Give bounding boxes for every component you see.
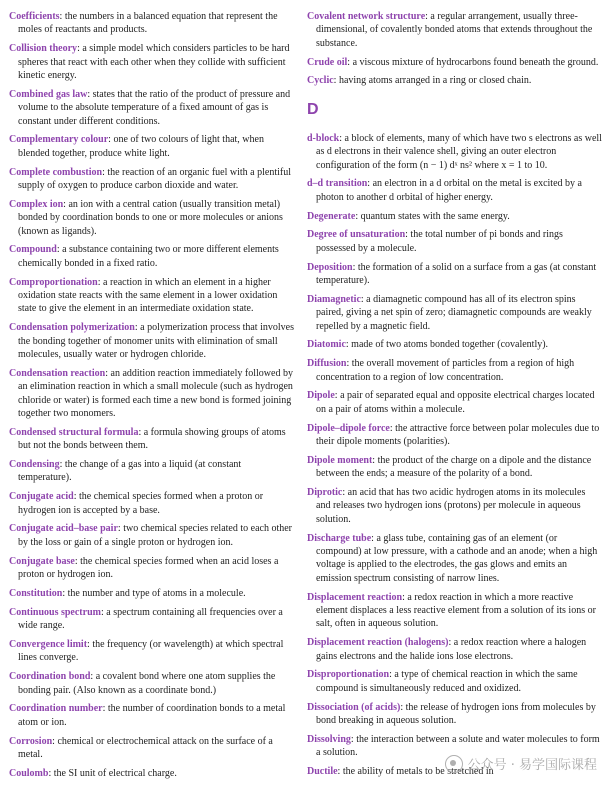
glossary-entry: Continuous spectrum: a spectrum containing all frequencies over a wide range. <box>9 606 283 632</box>
glossary-definition: the interaction between a solute and water molecules to form a solution. <box>316 733 600 759</box>
glossary-term: Complementary colour <box>9 134 109 146</box>
glossary-c-continued <box>307 10 602 88</box>
glossary-definition: the number and type of atoms in a molecule. <box>67 587 246 599</box>
glossary-entry: Diffusion: the overall movement of particles from a region of high concentration to a region of low concentration. <box>307 358 575 383</box>
glossary-term: Degenerate <box>307 210 356 222</box>
glossary-definition: made of two atoms bonded together (covalently). <box>351 339 549 351</box>
glossary-definition: a type of chemical reaction in which the same compound is simultaneously reduced and oxidized. <box>316 669 578 694</box>
glossary-entry: Complete combustion: the reaction of an organic fuel with a plentiful supply of oxygen to produce carbon dioxide and water. <box>9 166 291 192</box>
glossary-entry: Deposition: the formation of a solid on a surface from a gas (at constant temperature). <box>307 261 597 287</box>
glossary-term: Condensation polymerization <box>9 322 135 334</box>
glossary-definition: an electron in a d orbital on the metal is excited by a photon to another d orbital of higher energy. <box>316 178 582 203</box>
glossary-definition: the chemical species formed when an acid loses a proton or hydrogen ion. <box>18 555 279 581</box>
glossary-term: Crude oil <box>307 56 348 68</box>
glossary-definition: two chemical species related to each other by the loss or gain of a single proton or hydrogen ion. <box>18 523 292 548</box>
glossary-definition: the ability of metals to be stretched in <box>342 766 494 778</box>
glossary-entry: Complex ion: an ion with a central cation (usually transition metal) bonded by coordination bonds to one or more molecules or anions (known as ligands). <box>9 198 283 237</box>
glossary-term: Conjugate acid <box>9 491 74 503</box>
glossary-term: Complex ion <box>9 198 64 210</box>
glossary-term: Condensing <box>9 459 60 471</box>
glossary-term: Comproportionation <box>9 276 98 288</box>
glossary-term: Degree of unsaturation <box>307 229 406 241</box>
glossary-definition: a covalent bond where one atom supplies the bonding pair. (Also known as a coordinate bond.) <box>18 671 276 696</box>
glossary-term: Conjugate base <box>9 555 75 567</box>
glossary-entry: Displacement reaction: a redox reaction in which a more reactive element displaces a less reactive element from a solution of its ions or salt, often in aqueous solution. <box>307 591 596 630</box>
glossary-entry: Covalent network structure: a regular arrangement, usually three-dimensional, of covalently bonded atoms that extends throughout the substance. <box>307 11 593 49</box>
glossary-term: Covalent network structure <box>307 11 426 22</box>
glossary-term: Combined gas law <box>9 88 88 100</box>
glossary-term: Coordination number <box>9 703 103 715</box>
glossary-entry: Dissolving: the interaction between a solute and water molecules to form a solution. <box>307 733 600 759</box>
glossary-entry: Coefficients: the numbers in a balanced equation that represent the moles of reactants and products. <box>9 11 278 36</box>
glossary-term: d–d transition <box>307 178 368 190</box>
glossary-term: Condensation reaction <box>9 367 106 379</box>
glossary-term: d-block <box>307 132 340 144</box>
glossary-term: Diatomic <box>307 339 346 351</box>
glossary-term: Disproportionation <box>307 669 390 681</box>
glossary-d-section <box>307 132 602 779</box>
glossary-entry: d-block: a block of elements, many of which have two s electrons as well as d electrons in their valence shell, giving an outer electron configuration of the form (n − 1) dˣ ns² where x = 1 to 10. <box>307 132 602 171</box>
glossary-entry: Crude oil: a viscous mixture of hydrocarbons found beneath the ground. <box>307 56 599 68</box>
glossary-entry: d–d transition: an electron in a d orbital on the metal is excited by a photon to another d orbital of higher energy. <box>307 178 582 203</box>
glossary-entry: Combined gas law: states that the ratio of the product of pressure and volume to the absolute temperature of a fixed amount of gas is constant under different conditions. <box>9 88 291 127</box>
glossary-definition: a substance containing two or more different elements chemically bonded in a fixed ratio. <box>18 244 279 269</box>
glossary-definition: a redox reaction where a halogen gains electrons and the halide ions lose electrons. <box>316 637 587 662</box>
glossary-definition: one of two colours of light that, when blended together, produce white light. <box>18 134 264 159</box>
glossary-definition: a reaction in which an element in a higher oxidation state reacts with the same element in a lower oxidation state to give the element in an intermediate oxidation state. <box>18 276 278 315</box>
glossary-definition: the release of hydrogen ions from molecules by bond breaking in aqueous solution. <box>316 701 596 727</box>
glossary-entry: Diamagnetic: a diamagnetic compound has all of its electron spins paired, giving a net spin of zero; diamagnetic compounds are weakly repelled by a magnetic field. <box>307 293 592 332</box>
glossary-definition: an addition reaction immediately followed by an elimination reaction in which a small molecule (such as hydrogen chloride or water) is formed each time a new bond is formed joining together two monomers. <box>18 367 293 420</box>
glossary-definition: a simple model which considers particles to be hard spheres that react with each other when they collide with sufficient kinetic energy. <box>18 43 290 82</box>
glossary-entry: Diatomic: made of two atoms bonded together (covalently). <box>307 339 549 351</box>
glossary-entry: Discharge tube: a glass tube, containing gas of an element (or compound) at low pressure, with a cathode and an anode; when a high voltage is applied to the electrodes, the gas glows and emits an emission spectrum consisting of narrow lines. <box>307 532 598 584</box>
glossary-definition: the frequency (or wavelength) at which spectral lines converge. <box>18 638 284 664</box>
glossary-definition: the number of coordination bonds to a metal atom or ion. <box>18 703 286 728</box>
glossary-entry: Dipole–dipole force: the attractive force between polar molecules due to their dipole moments (polarities). <box>307 422 600 448</box>
glossary-term: Corrosion <box>9 735 53 747</box>
glossary-entry: Dipole moment: the product of the charge on a dipole and the distance between the ends; a measure of the polarity of a bond. <box>307 454 592 480</box>
glossary-term: Constitution <box>9 587 63 599</box>
glossary-term: Coefficients <box>9 11 60 22</box>
glossary-term: Displacement reaction <box>307 591 403 603</box>
glossary-definition: a regular arrangement, usually three-dimensional, of covalently bonded atoms that extends throughout the substance. <box>316 11 593 49</box>
glossary-term: Discharge tube <box>307 532 372 544</box>
glossary-definition: a spectrum containing all frequencies over a wide range. <box>18 606 283 632</box>
glossary-definition: a polymerization process that involves the bonding together of monomer units with elimination of small molecules, usually water or hydrogen chloride. <box>18 322 294 361</box>
glossary-entry: Coordination bond: a covalent bond where one atom supplies the bonding pair. (Also known as a coordinate bond.) <box>9 671 276 696</box>
glossary-term: Complete combustion <box>9 166 103 178</box>
glossary-term: Displacement reaction (halogens) <box>307 637 449 649</box>
glossary-entry: Convergence limit: the frequency (or wavelength) at which spectral lines converge. <box>9 638 284 664</box>
glossary-entry: Condensation reaction: an addition reaction immediately followed by an elimination reaction in which a small molecule (such as hydrogen chloride or water) is formed each time a new bond is formed joining together two monomers. <box>9 367 293 420</box>
glossary-term: Collision theory <box>9 43 78 55</box>
glossary-definition: a redox reaction in which a more reactive element displaces a less reactive element from a solution of its ions or salt, often in aqueous solution. <box>316 591 596 630</box>
glossary-term: Convergence limit <box>9 638 88 650</box>
glossary-entry: Cyclic: having atoms arranged in a ring or closed chain. <box>307 75 532 87</box>
glossary-definition: the attractive force between polar molecules due to their dipole moments (polarities). <box>316 422 600 448</box>
glossary-definition: states that the ratio of the product of pressure and volume to the absolute temperature of a fixed amount of gas is constant under different conditions. <box>18 88 291 127</box>
glossary-term: Dipole moment <box>307 454 373 466</box>
glossary-definition: a viscous mixture of hydrocarbons found beneath the ground. <box>352 56 599 68</box>
glossary-definition: the total number of pi bonds and rings possessed by a molecule. <box>316 229 563 254</box>
glossary-term: Diprotic <box>307 487 343 499</box>
glossary-entry: Ductile: the ability of metals to be stretched in <box>307 766 494 778</box>
glossary-entry: Collision theory: a simple model which considers particles to be hard spheres that react with each other when they collide with sufficient kinetic energy. <box>9 43 290 82</box>
glossary-term: Diffusion <box>307 358 347 370</box>
glossary-definition: the SI unit of electrical charge. <box>53 767 177 779</box>
glossary-definition: having atoms arranged in a ring or closed chain. <box>338 75 532 87</box>
glossary-entry: Disproportionation: a type of chemical reaction in which the same compound is simultaneously reduced and oxidized. <box>307 669 578 694</box>
glossary-term: Coordination bond <box>9 671 91 683</box>
glossary-definition: quantum states with the same energy. <box>360 210 510 222</box>
glossary-entry: Dipole: a pair of separated equal and opposite electrical charges located on a pair of atoms within a molecule. <box>307 390 595 415</box>
glossary-term: Continuous spectrum <box>9 606 101 618</box>
glossary-definition: an ion with a central cation (usually transition metal) bonded by coordination bonds to one or more molecules or anions (known as ligands). <box>18 198 283 237</box>
section-letter-heading: D <box>307 100 319 118</box>
glossary-definition: a glass tube, containing gas of an element (or compound) at low pressure, with a cathode and an anode; when a high voltage is applied to the electrodes, the gas glows and emits an emission spectrum consisting of narrow lines. <box>316 532 598 584</box>
glossary-term: Dipole–dipole force <box>307 422 390 434</box>
watermark-text: 公众号 · 易学国际课程 <box>467 758 597 773</box>
glossary-definition: the product of the charge on a dipole and the distance between the ends; a measure of the polarity of a bond. <box>316 454 592 480</box>
glossary-entry: Conjugate acid: the chemical species formed when a proton or hydrogen ion is accepted by a base. <box>9 491 264 516</box>
watermark <box>445 754 597 773</box>
glossary-term: Coulomb <box>9 767 49 779</box>
glossary-entry: Condensing: the change of a gas into a liquid (at constant temperature). <box>9 459 242 484</box>
glossary-term: Cyclic <box>307 75 334 87</box>
glossary-definition: the overall movement of particles from a region of high concentration to a region of low concentration. <box>316 358 575 383</box>
glossary-entry: Corrosion: chemical or electrochemical attack on the surface of a metal. <box>9 735 273 760</box>
glossary-entry: Condensation polymerization: a polymerization process that involves the bonding together of monomer units with elimination of small molecules, usually water or hydrogen chloride. <box>9 322 294 361</box>
glossary-definition: the reaction of an organic fuel with a plentiful supply of oxygen to produce carbon dioxide and water. <box>18 166 291 192</box>
glossary-definition: a formula showing groups of atoms but not the bonds between them. <box>18 426 286 452</box>
glossary-left-column <box>9 10 294 786</box>
glossary-term: Condensed structural formula <box>9 426 139 438</box>
glossary-entry: Degree of unsaturation: the total number of pi bonds and rings possessed by a molecule. <box>307 229 563 254</box>
glossary-term: Conjugate acid–base pair <box>9 523 118 535</box>
glossary-right-column <box>307 10 602 784</box>
glossary-entry: Displacement reaction (halogens): a redox reaction where a halogen gains electrons and the halide ions lose electrons. <box>307 637 587 662</box>
glossary-entry: Constitution: the number and type of atoms in a molecule. <box>9 587 246 599</box>
glossary-entry: Comproportionation: a reaction in which an element in a higher oxidation state reacts with the same element in a lower oxidation state to give the element in an intermediate oxidation state. <box>9 276 278 315</box>
glossary-term: Deposition <box>307 261 353 273</box>
glossary-entry: Degenerate: quantum states with the same energy. <box>307 210 510 222</box>
glossary-term: Dissociation (of acids) <box>307 701 401 713</box>
glossary-term: Dipole <box>307 390 335 402</box>
glossary-definition: chemical or electrochemical attack on the surface of a metal. <box>18 735 273 760</box>
glossary-term: Dissolving <box>307 733 351 745</box>
glossary-term: Compound <box>9 244 57 256</box>
glossary-entry: Condensed structural formula: a formula showing groups of atoms but not the bonds between them. <box>9 426 286 452</box>
glossary-definition: a diamagnetic compound has all of its electron spins paired, giving a net spin of zero; diamagnetic compounds are weakly repelled by a magnetic field. <box>316 293 592 332</box>
wechat-logo-icon <box>445 755 463 773</box>
glossary-entry: Dissociation (of acids): the release of hydrogen ions from molecules by bond breaking in aqueous solution. <box>307 701 596 727</box>
glossary-definition: a pair of separated equal and opposite electrical charges located on a pair of atoms within a molecule. <box>316 390 595 415</box>
glossary-entry: Coulomb: the SI unit of electrical charge. <box>9 767 177 779</box>
glossary-definition: the chemical species formed when a proton or hydrogen ion is accepted by a base. <box>18 491 264 516</box>
glossary-entry: Diprotic: an acid that has two acidic hydrogen atoms in its molecules and releases two hydrogen ions (protons) per molecule in aqueous solution. <box>307 487 586 525</box>
glossary-entry: Complementary colour: one of two colours of light that, when blended together, produce white light. <box>9 134 264 159</box>
glossary-entry: Coordination number: the number of coordination bonds to a metal atom or ion. <box>9 703 286 728</box>
glossary-definition: an acid that has two acidic hydrogen atoms in its molecules and releases two hydrogen ions (protons) per molecule in aqueous solution. <box>316 487 586 525</box>
glossary-definition: the formation of a solid on a surface from a gas (at constant temperature). <box>316 261 597 287</box>
glossary-definition: a block of elements, many of which have two s electrons as well as d electrons in their valence shell, giving an outer electron configuration of the form (n − 1) dˣ ns² where x = 1 to 10. <box>316 132 602 171</box>
glossary-entry: Compound: a substance containing two or more different elements chemically bonded in a fixed ratio. <box>9 244 279 269</box>
glossary-definition: the numbers in a balanced equation that represent the moles of reactants and products. <box>18 11 278 36</box>
glossary-entry: Conjugate base: the chemical species formed when an acid loses a proton or hydrogen ion. <box>9 555 279 581</box>
glossary-definition: the change of a gas into a liquid (at constant temperature). <box>18 459 242 484</box>
glossary-entry: Conjugate acid–base pair: two chemical species related to each other by the loss or gain of a single proton or hydrogen ion. <box>9 523 292 548</box>
glossary-term: Diamagnetic <box>307 293 361 305</box>
glossary-term: Ductile <box>307 766 338 778</box>
